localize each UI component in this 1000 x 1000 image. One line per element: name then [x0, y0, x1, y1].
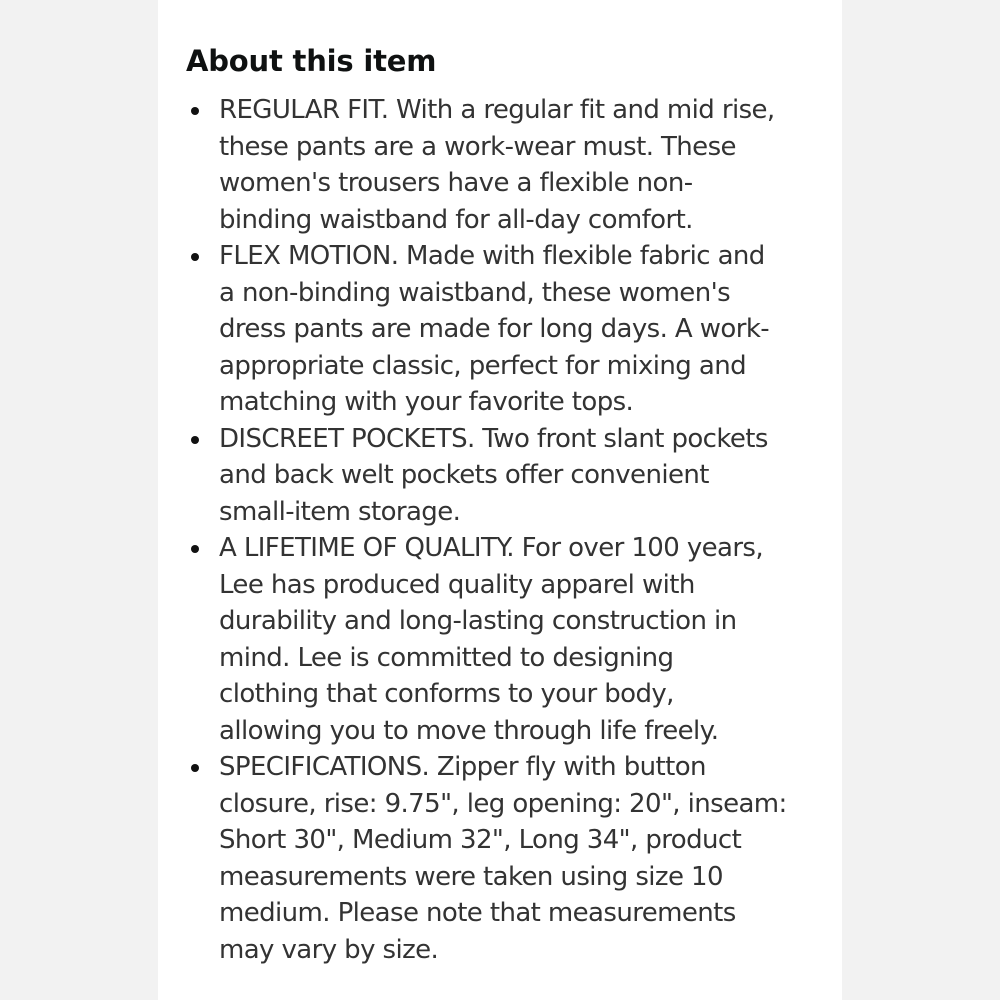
bullet-text-line: Short 30", Medium 32", Long 34", product: [219, 825, 742, 855]
bullet-item-lifetime-of-quality: [186, 530, 819, 749]
bullet-text-line: allowing you to move through life freely.: [219, 715, 719, 746]
bullet-text-line: mind. Lee is committed to designing: [219, 642, 674, 673]
bullet-item-discreet-pockets: [186, 421, 819, 531]
bullet-text-line: closure, rise: 9.75", leg opening: 20", inseam:: [219, 788, 787, 819]
bullet-dot-icon: [191, 436, 199, 444]
bullet-text-line: REGULAR FIT. With a regular fit and mid rise,: [219, 95, 775, 125]
bullet-text-line: small-item storage.: [219, 496, 461, 527]
bullet-text-line: SPECIFICATIONS. Zipper fly with button: [219, 752, 706, 782]
bullet-item-regular-fit: [186, 92, 819, 238]
bullet-text-line: these pants are a work-wear must. These: [219, 131, 736, 162]
bullet-item-specifications: [186, 749, 819, 968]
bullet-text-line: Lee has produced quality apparel with: [219, 569, 695, 600]
bullet-text-line: medium. Please note that measurements: [219, 898, 736, 928]
bullet-dot-icon: [191, 253, 199, 261]
bullet-text-line: FLEX MOTION. Made with flexible fabric and: [219, 241, 765, 271]
bullet-item-flex-motion: [186, 238, 819, 421]
bullet-text-line: measurements were taken using size 10: [219, 861, 723, 892]
bullet-text-line: dress pants are made for long days. A work-: [219, 314, 770, 344]
bullet-dot-icon: [191, 107, 199, 115]
bullet-dot-icon: [191, 545, 199, 553]
bullet-text-line: DISCREET POCKETS. Two front slant pockets: [219, 423, 768, 454]
section-title: About this item: [186, 44, 437, 78]
about-this-item-panel: [158, 0, 842, 1000]
bullet-text-line: durability and long-lasting construction in: [219, 606, 737, 636]
bullet-text-line: and back welt pockets offer convenient: [219, 460, 709, 490]
bullet-dot-icon: [191, 764, 199, 772]
bullet-text-line: matching with your favorite tops.: [219, 387, 634, 417]
bullet-text-line: clothing that conforms to your body,: [219, 679, 674, 709]
bullet-text-line: appropriate classic, perfect for mixing and: [219, 350, 746, 381]
bullet-text-line: a non-binding waistband, these women's: [219, 277, 731, 308]
bullet-text-line: A LIFETIME OF QUALITY. For over 100 years,: [219, 533, 764, 563]
bullet-text-line: may vary by size.: [219, 934, 439, 965]
bullet-text-line: binding waistband for all-day comfort.: [219, 204, 693, 235]
bullet-text-line: women's trousers have a flexible non-: [219, 168, 693, 198]
feature-bullet-list: [186, 92, 842, 968]
